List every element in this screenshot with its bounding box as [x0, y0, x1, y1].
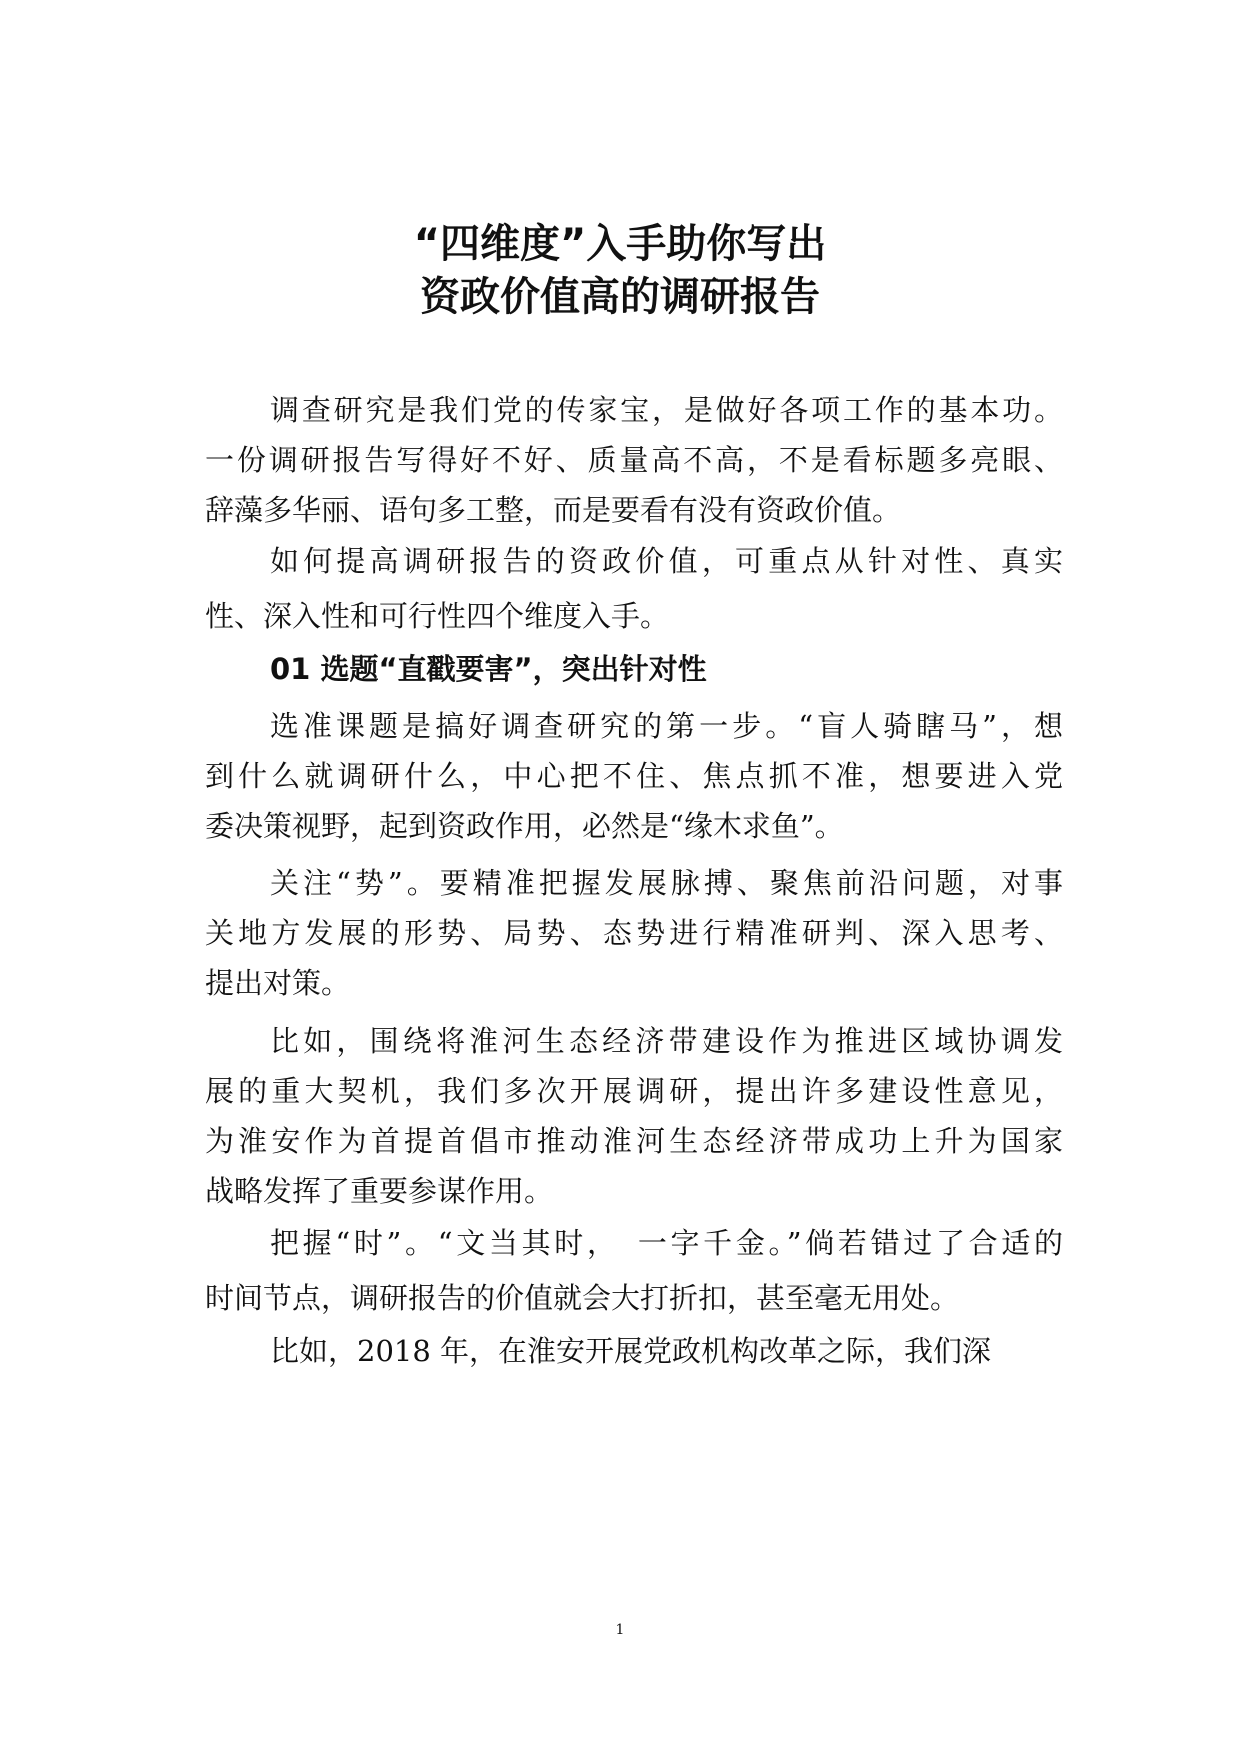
paragraph-line: 辞藻多华丽、语句多工整，而是要看有没有资政价值。 — [205, 493, 902, 527]
paragraph-line: 选准课题是搞好调查研究的第一步。“盲人骑瞎马”，想 — [270, 709, 1063, 743]
page-number: 1 — [615, 1622, 625, 1638]
paragraph-line: 到什么就调研什么，中心把不住、焦点抓不准，想要进入党 — [205, 759, 1063, 793]
document-title-line-1: “四维度”入手助你写出 — [413, 221, 827, 267]
paragraph-line: 比如，2018 年，在淮安开展党政机构改革之际，我们深 — [270, 1334, 992, 1368]
document-title-line-2: 资政价值高的调研报告 — [420, 274, 820, 320]
paragraph-line: 提出对策。 — [205, 966, 351, 1000]
paragraph-line: 一份调研报告写得好不好、质量高不高，不是看标题多亮眼、 — [205, 443, 1063, 477]
paragraph-line: 委决策视野，起到资政作用，必然是“缘木求鱼”。 — [205, 809, 844, 843]
paragraph-line: 为淮安作为首提首倡市推动淮河生态经济带成功上升为国家 — [205, 1124, 1063, 1158]
paragraph-line: 战略发挥了重要参谋作用。 — [205, 1174, 554, 1208]
paragraph-line: 如何提高调研报告的资政价值，可重点从针对性、真实 — [270, 544, 1063, 578]
paragraph-line: 关地方发展的形势、局势、态势进行精准研判、深入思考、 — [205, 916, 1063, 950]
paragraph-line: 调查研究是我们党的传家宝，是做好各项工作的基本功。 — [270, 393, 1063, 427]
paragraph-line: 展的重大契机，我们多次开展调研，提出许多建设性意见， — [205, 1074, 1063, 1108]
paragraph-line: 比如，围绕将淮河生态经济带建设作为推进区域协调发 — [270, 1024, 1063, 1058]
paragraph-line: 时间节点，调研报告的价值就会大打折扣，甚至毫无用处。 — [205, 1281, 960, 1315]
paragraph-line: 性、深入性和可行性四个维度入手。 — [205, 599, 670, 633]
section-heading: 01 选题“直戳要害”，突出针对性 — [270, 652, 707, 686]
paragraph-line: 关注“势”。要精准把握发展脉搏、聚焦前沿问题，对事 — [270, 866, 1063, 900]
paragraph-line: 把握“时”。“文当其时， 一字千金。”倘若错过了合适的 — [270, 1226, 1063, 1260]
